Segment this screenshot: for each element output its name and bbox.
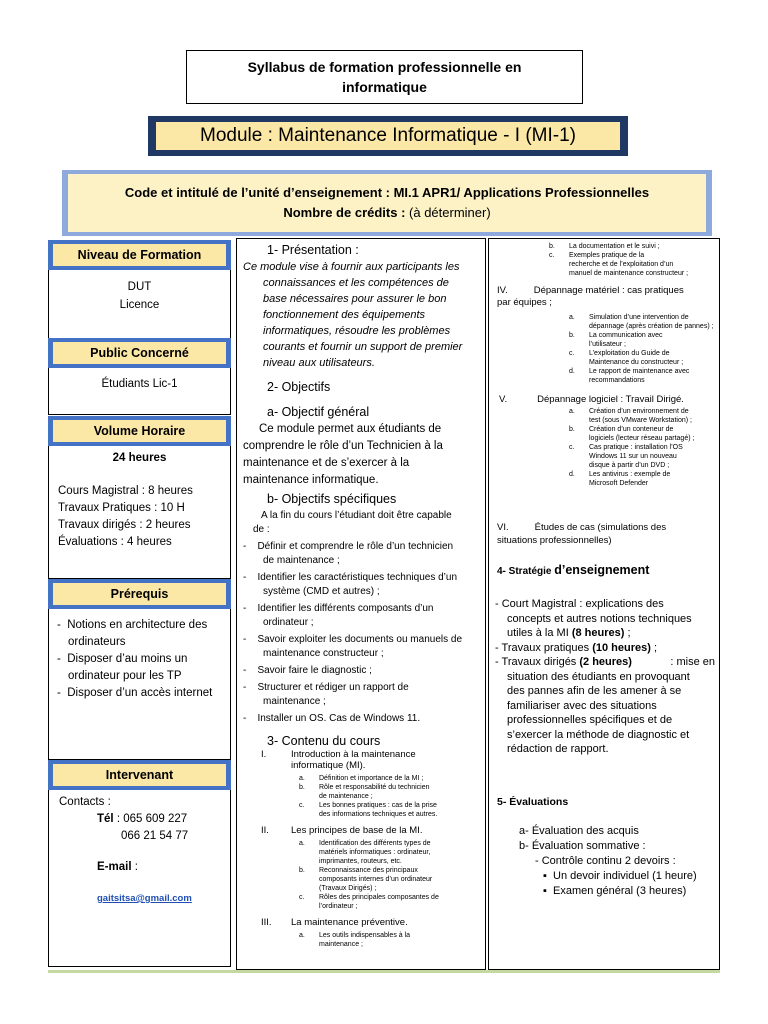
strategie-title: 4- Stratégie d’enseignement xyxy=(497,563,650,577)
presentation-line: informatiques, résoudre les problèmes xyxy=(263,325,451,337)
volume-title: Volume Horaire xyxy=(53,420,226,442)
presentation-text xyxy=(243,259,481,371)
code-banner xyxy=(68,174,706,232)
section-iv-items: a. Simulation d’une intervention de dépannage (après création de pannes) ; b. La communication avec l’utilisateur ; c. L’exploitation du Guide de Maintenance du constructeur ; d. Le rapport de maintenance avec recommandations xyxy=(569,314,714,384)
presentation-line: fonctionnement des équipements xyxy=(263,309,426,321)
prerequis-item-cont: ordinateurs xyxy=(68,636,126,648)
prerequis-item: - Disposer d’au moins un xyxy=(57,653,188,665)
prerequis-item-cont: ordinateur pour les TP xyxy=(68,670,182,682)
section-iv: IV. Dépannage matériel : cas pratiques par équipes ; xyxy=(497,285,684,308)
evaluations-list xyxy=(519,824,697,899)
objectif-item: - Installer un OS. Cas de Windows 11. xyxy=(243,713,421,724)
module-title: Module : Maintenance Informatique - I (MI-1) xyxy=(156,122,620,150)
prerequis-item: - Disposer d’un accès internet xyxy=(57,687,213,699)
section-vi: VI. Études de cas (simulations des situations professionnelles) xyxy=(497,522,667,546)
code-intitule: Code et intitulé de l’unité d’enseignement : MI.1 APR1/ Applications Professionnelles xyxy=(124,185,650,200)
contenu-title: 3- Contenu du cours xyxy=(267,734,381,748)
prerequis-title: Prérequis xyxy=(53,583,226,605)
syllabus-title-line2: informatique xyxy=(342,79,427,95)
contenu-list: I. Introduction à la maintenance informatique (MI). a. Définition et importance de la MI ; b. Rôle et responsabilité du technicien de maintenance ; c. Les bonnes pratiques : cas de la prise des informations techniques et autres. II. Les principes de base de la MI. a. Identification des différents types de matériels informatiques : ordinateur, imprimantes, routeurs, etc. b. Reconnaissance des principaux composants internes d’un ordinateur (Travaux Dirigés) ; c. Rôles des principales composantes de l’ordinateur ; III. La maintenance préventive. a. Les outils indispensables à la maintenance ; xyxy=(257,749,483,949)
syllabus-title-box xyxy=(186,50,583,104)
niveau-header xyxy=(48,240,231,270)
objectifs-specifiques-list: A la fin du cours l’étudiant doit être capable de : - Définir et comprendre le rôle d’un technicien de maintenance ; - Identifier les caractéristiques techniques d’un système (CMD et autres) ; - Identifier les différents composants d’un ordinateur ; - Savoir exploiter les documents ou manuels de maintenance constructeur ; - Savoir faire le diagnostic ; - Structurer et rédiger un rapport de maintenance ; - Installer un OS. Cas de Windows 11. xyxy=(243,509,483,726)
public-value: Étudiants Lic-1 xyxy=(101,378,178,390)
intervenant-title: Intervenant xyxy=(53,764,226,786)
public-section xyxy=(48,368,231,415)
email-link[interactable]: gaitsitsa@gmail.com xyxy=(97,893,192,904)
prerequis-header xyxy=(48,579,231,609)
section-v: V. Dépannage logiciel : Travail Dirigé. xyxy=(499,394,684,405)
strategie-list: - Court Magistral : explications des concepts et autres notions techniques utiles à la MI (8 heures) ; - Travaux pratiques (10 heures) ; - Travaux dirigés (2 heures) : mise en situation des étudiants en provoquant des pannes afin de les amener à se familiariser avec des situations professionnelles spécifiques et de s’exercer la méthode de diagnostic et rédaction de rapport. xyxy=(495,598,715,755)
objectif-item: - Structurer et rédiger un rapport de maintenance ; xyxy=(243,682,409,707)
objectifs-specifiques-title: b- Objectifs spécifiques xyxy=(267,492,397,506)
contenu-II-items: a. Identification des différents types de matériels informatiques : ordinateur, imprimantes, routeurs, etc. b. Reconnaissance des principaux composants internes d’un ordinateur (Travaux Dirigés) ; c. Rôles des principales composantes de l’ordinateur ; xyxy=(299,840,439,910)
prerequis-list xyxy=(49,617,230,702)
tel-line xyxy=(49,811,230,828)
public-title: Public Concerné xyxy=(53,342,226,364)
intervenant-section xyxy=(48,790,231,967)
right-column xyxy=(488,238,720,970)
email-label: E-mail xyxy=(97,861,132,873)
presentation-line: courants et fournir un support de premier xyxy=(263,341,463,353)
tel-1: : 065 609 227 xyxy=(113,813,188,825)
presentation-line: connaissances et les compétences de xyxy=(263,277,449,289)
credits-value: (à déterminer) xyxy=(409,205,491,220)
prerequis-section xyxy=(48,609,231,760)
eval-a: a- Évaluation des acquis xyxy=(519,825,639,837)
objectifs-title: 2- Objectifs xyxy=(267,380,331,394)
eval-cc: - Contrôle continu 2 devoirs : xyxy=(535,855,676,867)
volume-item: Cours Magistral : 8 heures xyxy=(58,485,193,497)
volume-section xyxy=(48,446,231,579)
niveau-section xyxy=(48,270,231,339)
syllabus-title-line1: Syllabus de formation professionnelle en xyxy=(247,59,522,75)
volume-total: 24 heures xyxy=(112,452,167,464)
presentation-line: Ce module vise à fournir aux participants les xyxy=(243,261,460,273)
email-line: E-mail : xyxy=(97,861,138,873)
presentation-title: 1- Présentation : xyxy=(267,243,359,257)
public-header xyxy=(48,338,231,368)
presentation-line: niveau aux utilisateurs. xyxy=(263,357,375,369)
volume-item: Travaux dirigés : 2 heures xyxy=(58,519,191,531)
evaluations-title: 5- Évaluations xyxy=(497,796,569,808)
contacts-label: Contacts : xyxy=(59,796,111,808)
objectif-item: - Savoir exploiter les documents ou manuels de maintenance constructeur ; xyxy=(243,634,463,659)
eval-b: b- Évaluation sommative : xyxy=(519,840,646,852)
eval-item: ▪ Examen général (3 heures) xyxy=(543,885,687,897)
objectif-item: - Identifier les différents composants d’un ordinateur ; xyxy=(243,603,434,628)
contenu-III-items: a. Les outils indispensables à la maintenance ; xyxy=(299,932,411,948)
niveau-title: Niveau de Formation xyxy=(53,244,226,266)
objectif-general-title: a- Objectif général xyxy=(267,405,370,419)
footer-divider xyxy=(48,970,720,973)
objectif-general-text: Ce module permet aux étudiants de comprendre le rôle d’un Technicien à la maintenance et de s’exercer à la maintenance informatique. xyxy=(243,423,443,486)
objectif-item: - Identifier les caractéristiques techniques d’un système (CMD et autres) ; xyxy=(243,572,458,597)
left-column xyxy=(48,238,231,968)
intervenant-header xyxy=(48,760,231,790)
credits-line xyxy=(283,203,490,223)
section-v-items: a. Création d’un environnement de test (sous VMware Workstation) ; b. Création d’un conteneur de logiciels (lecteur réseau partagé) ; c. Cas pratique : installation l’OS Windows 11 sur un nouveau disque à partir d’un DVD ; d. Les antivirus : exemple de Microsoft Defender xyxy=(569,408,695,487)
tel-label: Tél xyxy=(97,813,114,825)
objectif-item: - Savoir faire le diagnostic ; xyxy=(243,665,372,676)
objectif-item: - Définir et comprendre le rôle d’un technicien de maintenance ; xyxy=(243,541,454,566)
credits-label: Nombre de crédits : xyxy=(283,205,410,220)
tel-2: 066 21 54 77 xyxy=(121,830,189,842)
contenu-III-continued: b. La documentation et le suivi ; c. Exemples pratique de la recherche et de l’exploitation d’un manuel de maintenance constructeur ; xyxy=(549,243,689,277)
volume-item: Travaux Pratiques : 10 H xyxy=(58,502,185,514)
presentation-line: base nécessaires pour assurer le bon xyxy=(263,293,447,305)
niveau-item: DUT xyxy=(127,281,152,293)
middle-column xyxy=(236,238,486,970)
volume-item: Évaluations : 4 heures xyxy=(58,536,172,548)
prerequis-item: - Notions en architecture des xyxy=(57,619,208,631)
volume-list xyxy=(49,483,230,551)
niveau-item: Licence xyxy=(119,299,160,311)
volume-header xyxy=(48,416,231,446)
contenu-I-items: a. Définition et importance de la MI ; b. Rôle et responsabilité du technicien de maintenance ; c. Les bonnes pratiques : cas de la prise des informations techniques et autres. xyxy=(299,775,438,818)
eval-item: ▪ Un devoir individuel (1 heure) xyxy=(543,870,697,882)
